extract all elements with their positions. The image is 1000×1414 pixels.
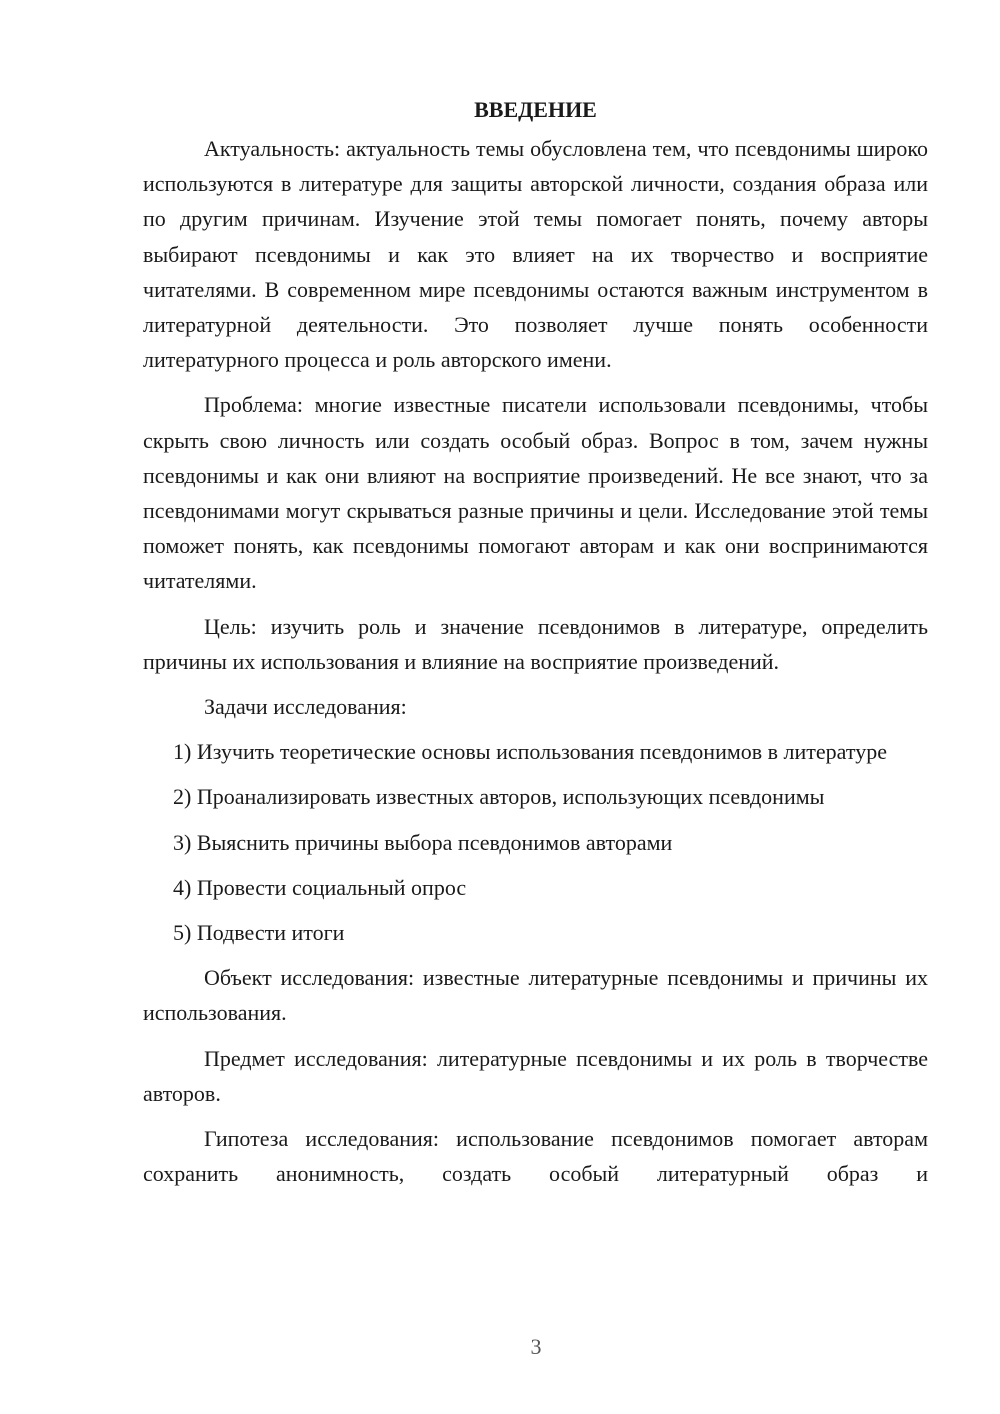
document-page [143,92,928,1191]
tasks-heading: Задачи исследования: [204,694,407,720]
paragraph-subject: Предмет исследования: литературные псевдонимы и их роль в творчестве авторов. [143,1045,928,1106]
paragraph-hypothesis: Гипотеза исследования: использование псевдонимов помогает авторам сохранить анонимность, создать особый литературный образ и [143,1126,928,1187]
page-number: 3 [530,1334,542,1359]
list-item: 5) Подвести итоги [173,920,345,946]
list-item: 2) Проанализировать известных авторов, использующих псевдонимы [173,784,825,810]
paragraph-problem: Проблема: многие известные писатели использовали псевдонимы, чтобы скрыть свою личность или создать особый образ. Вопрос в том, зачем нужны псевдонимы и как они влияют на восприятие произведений. Не все знают, что за псевдонимами могут скрываться разные причины и цели. Исследование этой темы поможет понять, как псевдонимы помогают авторам и как они воспринимаются читателями. [143,392,928,594]
section-heading: ВВЕДЕНИЕ [474,97,597,122]
paragraph-relevance: Актуальность: актуальность темы обусловлена тем, что псевдонимы широко используются в литературе для защиты авторской личности, создания образа или по другим причинам. Изучение этой темы помогает понять, почему авторы выбирают псевдонимы и как это влияет на их творчество и восприятие читателями. В современном мире псевдонимы остаются важным инструментом в литературной деятельности. Это позволяет лучше понять особенности литературного процесса и роль авторского имени. [143,136,928,373]
paragraph-goal: Цель: изучить роль и значение псевдонимов в литературе, определить причины их использования и влияние на восприятие произведений. [143,613,928,674]
tasks-list [143,734,928,950]
list-item: 1) Изучить теоретические основы использования псевдонимов в литературе [173,739,887,765]
list-item: 3) Выяснить причины выбора псевдонимов авторами [173,829,673,855]
paragraph-object: Объект исследования: известные литературные псевдонимы и причины их использования. [143,965,928,1026]
list-item: 4) Провести социальный опрос [173,874,467,900]
